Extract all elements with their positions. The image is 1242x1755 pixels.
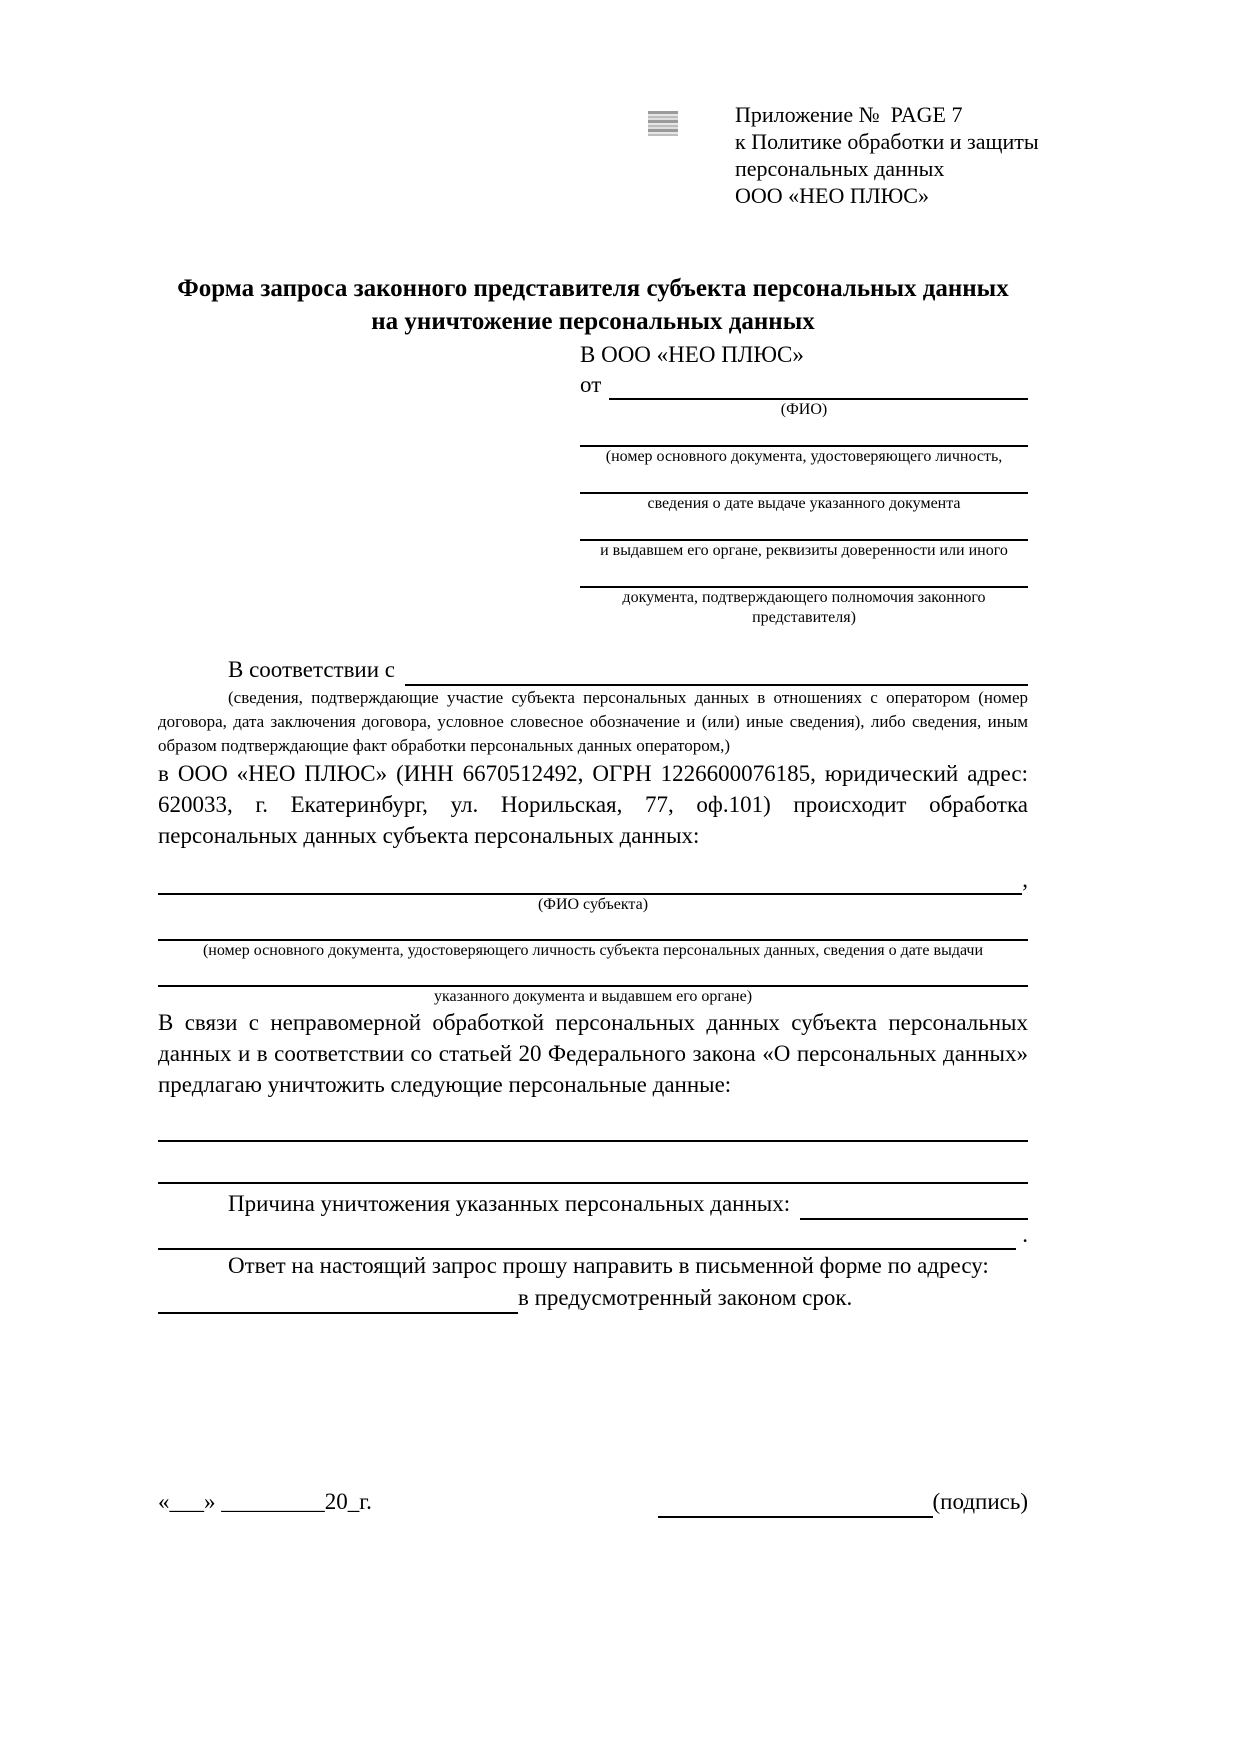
field-group-document-number <box>580 420 1028 467</box>
field-group-authority-document <box>580 561 1028 628</box>
caption-issuing-authority: и выдавшем его органе, реквизиты доверенности или иного <box>600 542 1008 559</box>
blank-field-reason <box>800 1218 1028 1220</box>
appendix-line-1: Приложение № PAGE 7 <box>735 102 963 127</box>
document-title <box>158 272 1028 338</box>
caption-issue-date: сведения о дате выдаче указанного документа <box>647 495 961 512</box>
signature-caption: (подпись) <box>932 1489 1028 1514</box>
reason-continuation-row <box>158 1220 1028 1250</box>
blank-field-subject-document-2 <box>158 961 1028 987</box>
appendix-line-2: к Политике обработки и защиты <box>735 129 1039 154</box>
appendix-line-4: ООО «НЕО ПЛЮС» <box>735 183 929 208</box>
reason-label: Причина уничтожения указанных персональных данных: <box>228 1191 791 1216</box>
signature-group <box>658 1486 1028 1518</box>
reason-row <box>158 1188 1028 1220</box>
blank-field-reply-address <box>158 1286 518 1314</box>
reply-paragraph-line-2: в предусмотренный законом срок. <box>518 1285 853 1310</box>
subject-fio-comma: , <box>1022 867 1028 892</box>
blank-field-document-number <box>580 420 1028 447</box>
according-footnote: (сведения, подтверждающие участие субъекта персональных данных в отношениях с оператором (номер договора, дата заключения договора, условное словесное обозначение и (или) иные сведения), либо сведения, иным образом подтверждающие факт обработки персональных данных оператором,) <box>158 688 1028 755</box>
appendix-line-3: персональных данных <box>735 156 945 181</box>
caption-fio: (ФИО) <box>780 401 828 418</box>
subject-fio-row <box>158 865 1028 895</box>
reply-paragraph-line-1: Ответ на настоящий запрос прошу направить в письменной форме по адресу: <box>228 1253 989 1278</box>
caption-subject-fio: (ФИО субъекта) <box>537 896 649 913</box>
blank-field-authority-document <box>580 561 1028 588</box>
operator-paragraph: в ООО «НЕО ПЛЮС» (ИНН 6670512492, ОГРН 1226600076185, юридический адрес: 620033, г. Екатеринбург, ул. Норильская, 77, оф.101) происходит обработка персональных данных субъекта персональных данных: <box>158 761 1028 848</box>
caption-subject-document-2: указанного документа и выдавшем его органе) <box>433 988 753 1005</box>
caption-authority-document: документа, подтверждающего полномочия законного представителя) <box>622 589 986 626</box>
title-line-1: Форма запроса законного представителя субъекта персональных данных <box>177 275 1009 302</box>
title-line-2: на уничтожение персональных данных <box>371 308 815 335</box>
according-label: В соответствии с <box>228 657 396 682</box>
blank-field-signature <box>658 1490 933 1518</box>
from-label: от <box>580 372 602 397</box>
reason-period: . <box>1022 1222 1028 1247</box>
blank-field-data-to-destroy-1 <box>158 1100 1028 1142</box>
field-group-issuing-authority <box>580 514 1028 561</box>
according-row <box>158 654 1028 686</box>
document-content <box>158 0 1028 1518</box>
field-group-issue-date <box>580 467 1028 514</box>
caption-document-number: (номер основного документа, удостоверяющего личность, <box>605 448 1003 465</box>
from-row <box>580 370 1028 400</box>
blank-field-issuing-authority <box>580 514 1028 541</box>
date-blank-line: «___» _________20_г. <box>158 1489 372 1514</box>
demand-paragraph: В связи с неправомерной обработкой персональных данных субъекта персональных данных и в соответствии со статьей 20 Федерального закона «О персональных данных» предлагаю уничтожить следующие персональные данные: <box>158 1010 1028 1097</box>
blank-field-data-to-destroy-2 <box>158 1142 1028 1184</box>
blank-field-subject-document <box>158 915 1028 941</box>
caption-subject-document-1: (номер основного документа, удостоверяющего личность субъекта персональных данных, сведения о дате выдачи <box>202 942 984 959</box>
addressee-block <box>580 340 1028 628</box>
addressee-organization: В ООО «НЕО ПЛЮС» <box>580 342 804 367</box>
blank-field-issue-date <box>580 467 1028 494</box>
reply-address-row <box>158 1282 1028 1314</box>
signature-footer <box>158 1486 1028 1518</box>
